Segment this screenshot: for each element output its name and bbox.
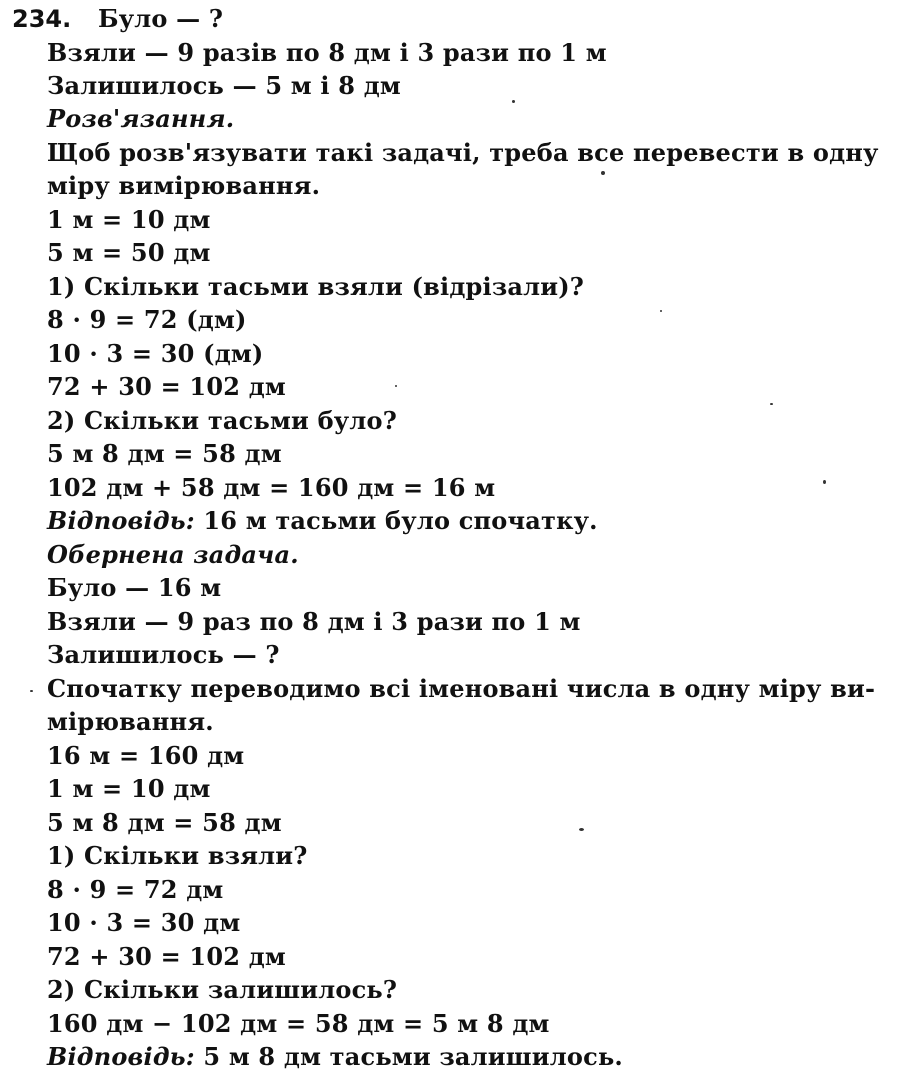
step-1-calc-1: 8 · 9 = 72 (дм) <box>47 305 247 334</box>
solution-heading: Розв'язання. <box>47 104 235 133</box>
step-2-calc-1: 5 м 8 дм = 58 дм <box>47 439 282 468</box>
solution-intro-1: Щоб розв'язувати такі задачі, треба все перевести в одну <box>47 138 879 167</box>
inverse-conversion-1: 16 м = 160 дм <box>47 741 245 770</box>
scan-speck <box>30 690 33 692</box>
given-remaining: Залишилось — 5 м і 8 дм <box>47 71 401 100</box>
inverse-step-1-calc-2: 10 · 3 = 30 дм <box>47 908 241 937</box>
inverse-intro-1: Спочатку переводимо всі іменовані числа в одну міру ви- <box>47 674 876 703</box>
scan-speck <box>512 100 515 103</box>
inverse-step-2-calc: 160 дм − 102 дм = 58 дм = 5 м 8 дм <box>47 1009 550 1038</box>
answer-label: Відповідь: <box>47 1042 195 1071</box>
inverse-intro-2: мірювання. <box>47 707 214 736</box>
given-taken: Взяли — 9 разів по 8 дм і 3 рази по 1 м <box>47 38 607 67</box>
inverse-step-2-question: 2) Скільки залишилось? <box>47 975 398 1004</box>
inverse-conversion-2: 1 м = 10 дм <box>47 774 211 803</box>
inverse-step-1-calc-3: 72 + 30 = 102 дм <box>47 942 286 971</box>
step-1-calc-2: 10 · 3 = 30 (дм) <box>47 339 264 368</box>
scan-speck <box>395 385 397 387</box>
inverse-given-taken: Взяли — 9 раз по 8 дм і 3 рази по 1 м <box>47 607 581 636</box>
inverse-given-initial: Було — 16 м <box>47 573 222 602</box>
step-1-question: 1) Скільки тасьми взяли (відрізали)? <box>47 272 585 301</box>
step-2-calc-2: 102 дм + 58 дм = 160 дм = 16 м <box>47 473 496 502</box>
answer-1 <box>47 506 598 536</box>
inverse-heading: Обернена задача. <box>47 540 299 569</box>
inverse-given-remaining: Залишилось — ? <box>47 640 280 669</box>
given-initial: Було — ? <box>98 4 224 33</box>
inverse-step-1-question: 1) Скільки взяли? <box>47 841 308 870</box>
answer-text: 5 м 8 дм тасьми залишилось. <box>203 1042 623 1071</box>
solution-intro-2: міру вимірювання. <box>47 171 321 200</box>
inverse-step-1-calc-1: 8 · 9 = 72 дм <box>47 875 224 904</box>
scan-speck <box>660 310 662 312</box>
scan-speck <box>823 480 826 484</box>
inverse-conversion-3: 5 м 8 дм = 58 дм <box>47 808 282 837</box>
answer-2 <box>47 1042 623 1072</box>
step-2-question: 2) Скільки тасьми було? <box>47 406 397 435</box>
scan-speck <box>770 403 773 405</box>
answer-label: Відповідь: <box>47 506 195 535</box>
scan-speck <box>579 828 584 831</box>
conversion-1: 1 м = 10 дм <box>47 205 211 234</box>
step-1-calc-3: 72 + 30 = 102 дм <box>47 372 286 401</box>
problem-number: 234. <box>12 5 72 33</box>
scan-speck <box>601 171 605 175</box>
answer-text: 16 м тасьми було спочатку. <box>203 506 598 535</box>
conversion-2: 5 м = 50 дм <box>47 238 211 267</box>
